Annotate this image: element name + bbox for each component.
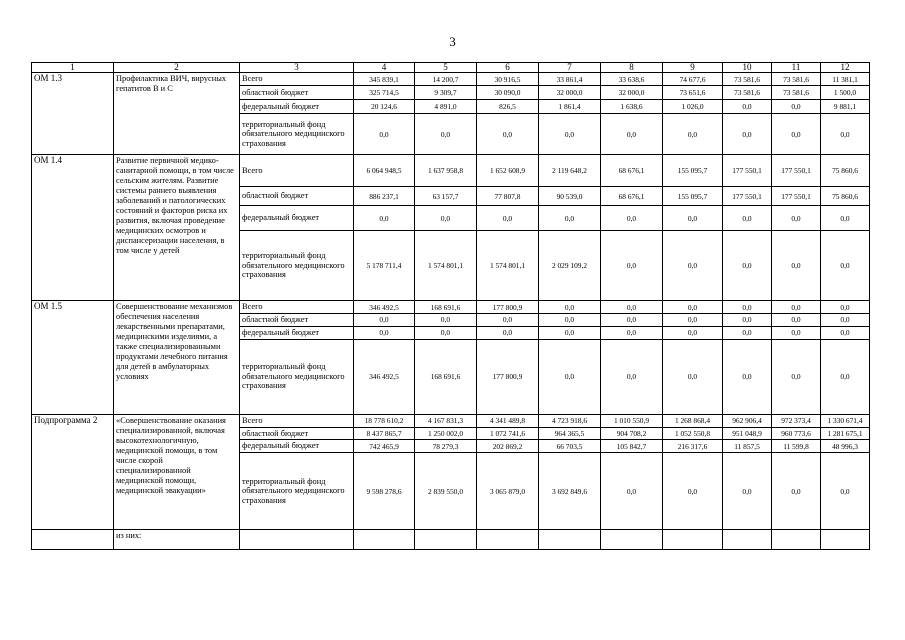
funding-source: территориальный фонд обязательного медицинского страхования <box>240 339 354 414</box>
column-number: 1 <box>32 63 114 73</box>
section-code: Подпрограмма 2 <box>32 414 114 530</box>
column-number: 3 <box>240 63 354 73</box>
value-cell: 68 676,1 <box>601 187 663 206</box>
value-cell: 0,0 <box>663 314 723 327</box>
value-cell: 90 539,0 <box>539 187 601 206</box>
value-cell: 1 574 801,1 <box>477 231 539 301</box>
value-cell: 0,0 <box>772 339 821 414</box>
funding-source: территориальный фонд обязательного медицинского страхования <box>240 114 354 155</box>
value-cell <box>354 530 415 550</box>
value-cell: 66 703,5 <box>539 440 601 453</box>
value-cell: 0,0 <box>821 339 870 414</box>
funding-source: федеральный бюджет <box>240 206 354 231</box>
value-cell: 1 072 741,6 <box>477 427 539 440</box>
value-cell: 1 652 608,9 <box>477 155 539 187</box>
value-cell <box>415 530 477 550</box>
value-cell: 0,0 <box>601 114 663 155</box>
value-cell: 0,0 <box>821 114 870 155</box>
value-cell: 177 550,1 <box>772 187 821 206</box>
section-code: ОМ 1.4 <box>32 155 114 301</box>
value-cell: 4 167 831,3 <box>415 414 477 427</box>
value-cell: 11 599,8 <box>772 440 821 453</box>
value-cell: 105 842,7 <box>601 440 663 453</box>
value-cell: 2 119 648,2 <box>539 155 601 187</box>
value-cell: 960 773,6 <box>772 427 821 440</box>
value-cell: 4 723 918,6 <box>539 414 601 427</box>
value-cell: 18 778 610,2 <box>354 414 415 427</box>
value-cell: 0,0 <box>723 453 772 530</box>
value-cell: 9 309,7 <box>415 86 477 100</box>
value-cell: 216 317,6 <box>663 440 723 453</box>
value-cell <box>539 530 601 550</box>
value-cell: 2 029 109,2 <box>539 231 601 301</box>
value-cell: 0,0 <box>663 301 723 314</box>
column-number: 4 <box>354 63 415 73</box>
value-cell: 0,0 <box>821 206 870 231</box>
column-number: 6 <box>477 63 539 73</box>
value-cell: 962 906,4 <box>723 414 772 427</box>
value-cell: 0,0 <box>354 314 415 327</box>
value-cell: 4 891,0 <box>415 100 477 114</box>
funding-source: территориальный фонд обязательного медицинского страхования <box>240 453 354 530</box>
value-cell: 177 800,9 <box>477 339 539 414</box>
value-cell: 0,0 <box>663 114 723 155</box>
value-cell: 5 178 711,4 <box>354 231 415 301</box>
value-cell: 11 857,5 <box>723 440 772 453</box>
value-cell: 0,0 <box>601 326 663 339</box>
value-cell: 0,0 <box>354 326 415 339</box>
table-row <box>32 301 870 314</box>
section-code: ОМ 1.5 <box>32 301 114 415</box>
table-row <box>32 530 870 550</box>
value-cell: 0,0 <box>723 326 772 339</box>
value-cell <box>723 530 772 550</box>
column-number-row <box>32 63 870 73</box>
value-cell: 9 881,1 <box>821 100 870 114</box>
value-cell: 0,0 <box>415 206 477 231</box>
value-cell: 346 492,5 <box>354 301 415 314</box>
value-cell: 0,0 <box>601 206 663 231</box>
value-cell: 0,0 <box>354 206 415 231</box>
value-cell: 168 691,6 <box>415 339 477 414</box>
section-code: ОМ 1.3 <box>32 73 114 155</box>
value-cell: 1 500,0 <box>821 86 870 100</box>
value-cell: 73 581,6 <box>772 73 821 86</box>
column-number: 7 <box>539 63 601 73</box>
table-row <box>32 73 870 86</box>
column-number: 9 <box>663 63 723 73</box>
value-cell: 0,0 <box>772 314 821 327</box>
value-cell: 0,0 <box>821 326 870 339</box>
value-cell: 0,0 <box>772 301 821 314</box>
value-cell: 0,0 <box>723 301 772 314</box>
value-cell <box>772 530 821 550</box>
value-cell: 6 064 948,5 <box>354 155 415 187</box>
column-number: 10 <box>723 63 772 73</box>
value-cell: 73 581,6 <box>772 86 821 100</box>
section-name: Профилактика ВИЧ, вирусных гепатитов В и С <box>114 73 240 155</box>
value-cell: 1 052 550,8 <box>663 427 723 440</box>
value-cell: 1 861,4 <box>539 100 601 114</box>
funding-source: областной бюджет <box>240 187 354 206</box>
value-cell: 74 677,6 <box>663 73 723 86</box>
funding-source: Всего <box>240 73 354 86</box>
value-cell: 0,0 <box>723 100 772 114</box>
value-cell: 886 237,1 <box>354 187 415 206</box>
section-name: Развитие первичной медико-санитарной помощи, в том числе сельским жителям. Развитие системы раннего выявления заболеваний и патологических состояний и факторов риска их развития, включая проведение медицинских осмотров и диспансеризации населения, в том числе у детей <box>114 155 240 301</box>
table-row <box>32 155 870 187</box>
value-cell: 177 800,9 <box>477 301 539 314</box>
value-cell: 155 095,7 <box>663 155 723 187</box>
value-cell: 0,0 <box>772 326 821 339</box>
value-cell: 826,5 <box>477 100 539 114</box>
value-cell: 1 574 801,1 <box>415 231 477 301</box>
column-number: 11 <box>772 63 821 73</box>
value-cell: 0,0 <box>477 114 539 155</box>
funding-source: Всего <box>240 155 354 187</box>
value-cell: 0,0 <box>601 453 663 530</box>
column-number: 2 <box>114 63 240 73</box>
value-cell: 904 708,2 <box>601 427 663 440</box>
value-cell: 177 550,1 <box>723 155 772 187</box>
value-cell: 4 341 489,8 <box>477 414 539 427</box>
value-cell: 0,0 <box>723 206 772 231</box>
value-cell: 1 638,6 <box>601 100 663 114</box>
page-number: 3 <box>449 34 456 49</box>
value-cell: 78 279,3 <box>415 440 477 453</box>
value-cell: 0,0 <box>663 326 723 339</box>
value-cell <box>477 530 539 550</box>
value-cell: 0,0 <box>663 339 723 414</box>
value-cell: 0,0 <box>477 314 539 327</box>
value-cell: 0,0 <box>772 206 821 231</box>
funding-source: Всего <box>240 301 354 314</box>
value-cell: 73 651,6 <box>663 86 723 100</box>
funding-source: областной бюджет <box>240 314 354 327</box>
table-body <box>32 63 870 550</box>
section-name: из них: <box>114 530 240 550</box>
value-cell: 177 550,1 <box>723 187 772 206</box>
value-cell: 30 916,5 <box>477 73 539 86</box>
value-cell: 0,0 <box>539 314 601 327</box>
value-cell: 202 869,2 <box>477 440 539 453</box>
value-cell: 0,0 <box>772 453 821 530</box>
value-cell: 155 095,7 <box>663 187 723 206</box>
column-number: 12 <box>821 63 870 73</box>
value-cell: 73 581,6 <box>723 86 772 100</box>
value-cell: 63 157,7 <box>415 187 477 206</box>
value-cell: 0,0 <box>477 326 539 339</box>
value-cell: 14 200,7 <box>415 73 477 86</box>
value-cell: 0,0 <box>821 301 870 314</box>
funding-source: областной бюджет <box>240 427 354 440</box>
funding-source: федеральный бюджет <box>240 440 354 453</box>
value-cell <box>821 530 870 550</box>
value-cell: 0,0 <box>415 114 477 155</box>
value-cell: 73 581,6 <box>723 73 772 86</box>
value-cell: 951 048,9 <box>723 427 772 440</box>
value-cell: 0,0 <box>723 339 772 414</box>
value-cell: 0,0 <box>539 301 601 314</box>
value-cell: 1 330 671,4 <box>821 414 870 427</box>
value-cell: 325 714,5 <box>354 86 415 100</box>
value-cell: 32 000,0 <box>601 86 663 100</box>
value-cell: 0,0 <box>601 314 663 327</box>
value-cell: 0,0 <box>539 206 601 231</box>
value-cell: 0,0 <box>723 114 772 155</box>
value-cell: 1 250 002,0 <box>415 427 477 440</box>
value-cell: 964 365,5 <box>539 427 601 440</box>
value-cell: 1 268 868,4 <box>663 414 723 427</box>
value-cell: 0,0 <box>663 231 723 301</box>
table-row <box>32 414 870 427</box>
value-cell: 11 381,1 <box>821 73 870 86</box>
value-cell: 0,0 <box>601 231 663 301</box>
value-cell: 0,0 <box>354 114 415 155</box>
value-cell: 48 996,3 <box>821 440 870 453</box>
value-cell: 0,0 <box>821 314 870 327</box>
value-cell: 0,0 <box>539 114 601 155</box>
value-cell: 0,0 <box>723 231 772 301</box>
value-cell: 1 010 550,9 <box>601 414 663 427</box>
funding-source: областной бюджет <box>240 86 354 100</box>
section-name: «Совершенствование оказания специализированной, включая высокотехнологичную, медицинской помощи, в том числе скорой специализированной медицинской помощи, медицинской эвакуации» <box>114 414 240 530</box>
value-cell: 1 637 958,8 <box>415 155 477 187</box>
value-cell: 0,0 <box>539 326 601 339</box>
section-name: Совершенствование механизмов обеспечения населения лекарственными препаратами, медицинскими изделиями, а также специализированными продуктами лечебного питания для детей в амбулаторных условиях <box>114 301 240 415</box>
value-cell: 0,0 <box>415 326 477 339</box>
value-cell: 0,0 <box>601 301 663 314</box>
value-cell: 0,0 <box>663 453 723 530</box>
section-code <box>32 530 114 550</box>
value-cell <box>663 530 723 550</box>
funding-source: территориальный фонд обязательного медицинского страхования <box>240 231 354 301</box>
value-cell: 32 000,0 <box>539 86 601 100</box>
value-cell: 972 373,4 <box>772 414 821 427</box>
value-cell: 0,0 <box>415 314 477 327</box>
value-cell: 177 550,1 <box>772 155 821 187</box>
value-cell: 168 691,6 <box>415 301 477 314</box>
value-cell: 0,0 <box>821 231 870 301</box>
funding-source: федеральный бюджет <box>240 100 354 114</box>
value-cell: 1 026,0 <box>663 100 723 114</box>
value-cell <box>601 530 663 550</box>
value-cell: 0,0 <box>477 206 539 231</box>
value-cell: 345 839,1 <box>354 73 415 86</box>
value-cell: 0,0 <box>772 231 821 301</box>
value-cell: 20 124,6 <box>354 100 415 114</box>
value-cell: 2 839 550,0 <box>415 453 477 530</box>
value-cell: 75 860,6 <box>821 155 870 187</box>
budget-table <box>31 62 870 550</box>
value-cell: 346 492,5 <box>354 339 415 414</box>
value-cell: 0,0 <box>772 100 821 114</box>
value-cell <box>240 530 354 550</box>
value-cell: 742 465,9 <box>354 440 415 453</box>
value-cell: 0,0 <box>723 314 772 327</box>
value-cell: 75 860,6 <box>821 187 870 206</box>
value-cell: 77 807,8 <box>477 187 539 206</box>
value-cell: 3 692 849,6 <box>539 453 601 530</box>
value-cell: 0,0 <box>663 206 723 231</box>
value-cell: 33 861,4 <box>539 73 601 86</box>
funding-source: федеральный бюджет <box>240 326 354 339</box>
value-cell: 30 090,0 <box>477 86 539 100</box>
value-cell: 1 281 675,1 <box>821 427 870 440</box>
column-number: 8 <box>601 63 663 73</box>
value-cell: 8 437 865,7 <box>354 427 415 440</box>
value-cell: 0,0 <box>772 114 821 155</box>
value-cell: 9 598 278,6 <box>354 453 415 530</box>
column-number: 5 <box>415 63 477 73</box>
value-cell: 68 676,1 <box>601 155 663 187</box>
value-cell: 3 065 879,0 <box>477 453 539 530</box>
value-cell: 0,0 <box>601 339 663 414</box>
value-cell: 0,0 <box>539 339 601 414</box>
value-cell: 0,0 <box>821 453 870 530</box>
funding-source: Всего <box>240 414 354 427</box>
value-cell: 33 638,6 <box>601 73 663 86</box>
